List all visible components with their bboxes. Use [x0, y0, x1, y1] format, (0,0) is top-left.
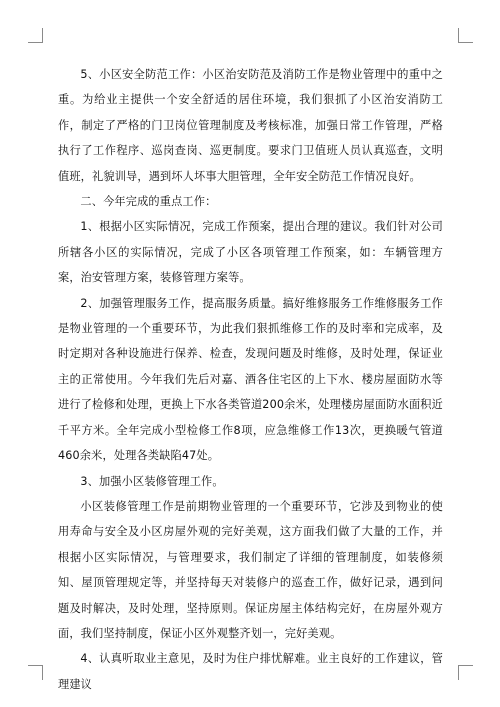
paragraph-renovation-management: 小区装修管理工作是前期物业管理的一个重要环节，它涉及到物业的使用寿命与安全及小区房屋外观的完好美观，这方面我们做了大量的工作，并根据小区实际情况，与管理要求，我们制定了详细的管理制度，如装修须知、屋顶管理规定等，并坚持每天对装修户的巡查工作，做好记录，遇到问题及时解决，及时处理，坚持原则。保证房屋主体结构完好，在房屋外观方面，我们坚持制度，保证小区外观整齐划一，完好美观。: [58, 499, 443, 640]
paragraph-renovation-heading: 3、加强小区装修管理工作。: [80, 474, 224, 488]
crop-mark-bottom-left: [28, 665, 43, 680]
paragraph-security-work: 5、小区安全防范工作：小区治安防范及消防工作是物业管理中的重中之重。为给业主提供一个安全舒适的居住环境，我们狠抓了小区治安消防工作，制定了严格的门卫岗位管理制度及考核标准，加强日常工作管理，严格执行了工作程序、巡岗查岗、巡更制度。要求门卫值班人员认真巡查，文明值班，礼貌训导，遇到坏人坏事大胆管理，全年安全防范工作情况良好。: [58, 68, 443, 183]
section-heading-key-work: 二、今年完成的重点工作：: [80, 195, 217, 209]
crop-mark-top-right: [458, 28, 473, 43]
paragraph-work-plan: 1、根据小区实际情况，完成工作预案，提出合理的建议。我们针对公司所辖各小区的实际情况，完成了小区各项管理工作预案，如：车辆管理方案，治安管理方案，装修管理方案等。: [58, 220, 443, 285]
paragraph-owner-feedback: 4、认真听取业主意见，及时为住户排忧解难。业主良好的工作建议，管理建议: [58, 652, 443, 691]
document-body: [58, 62, 443, 697]
paragraph-maintenance-service: 2、加强管理服务工作，提高服务质量。搞好维修服务工作维修服务工作是物业管理的一个重要环节，为此我们狠抓维修工作的及时率和完成率，及时定期对各种设施进行保养、检查，发现问题及时维修，及时处理，保证业主的正常使用。今年我们先后对嘉、酒各住宅区的上下水、楼房屋面防水等进行了检修和处理，更换上下水各类管道200余米，处理楼房屋面防水面积近千平方米。全年完成小型检修工作8项，应急维修工作13次，更换暖气管道460余米，处理各类缺陷47处。: [58, 296, 443, 463]
crop-mark-top-left: [28, 28, 43, 43]
crop-mark-bottom-right: [458, 665, 473, 680]
